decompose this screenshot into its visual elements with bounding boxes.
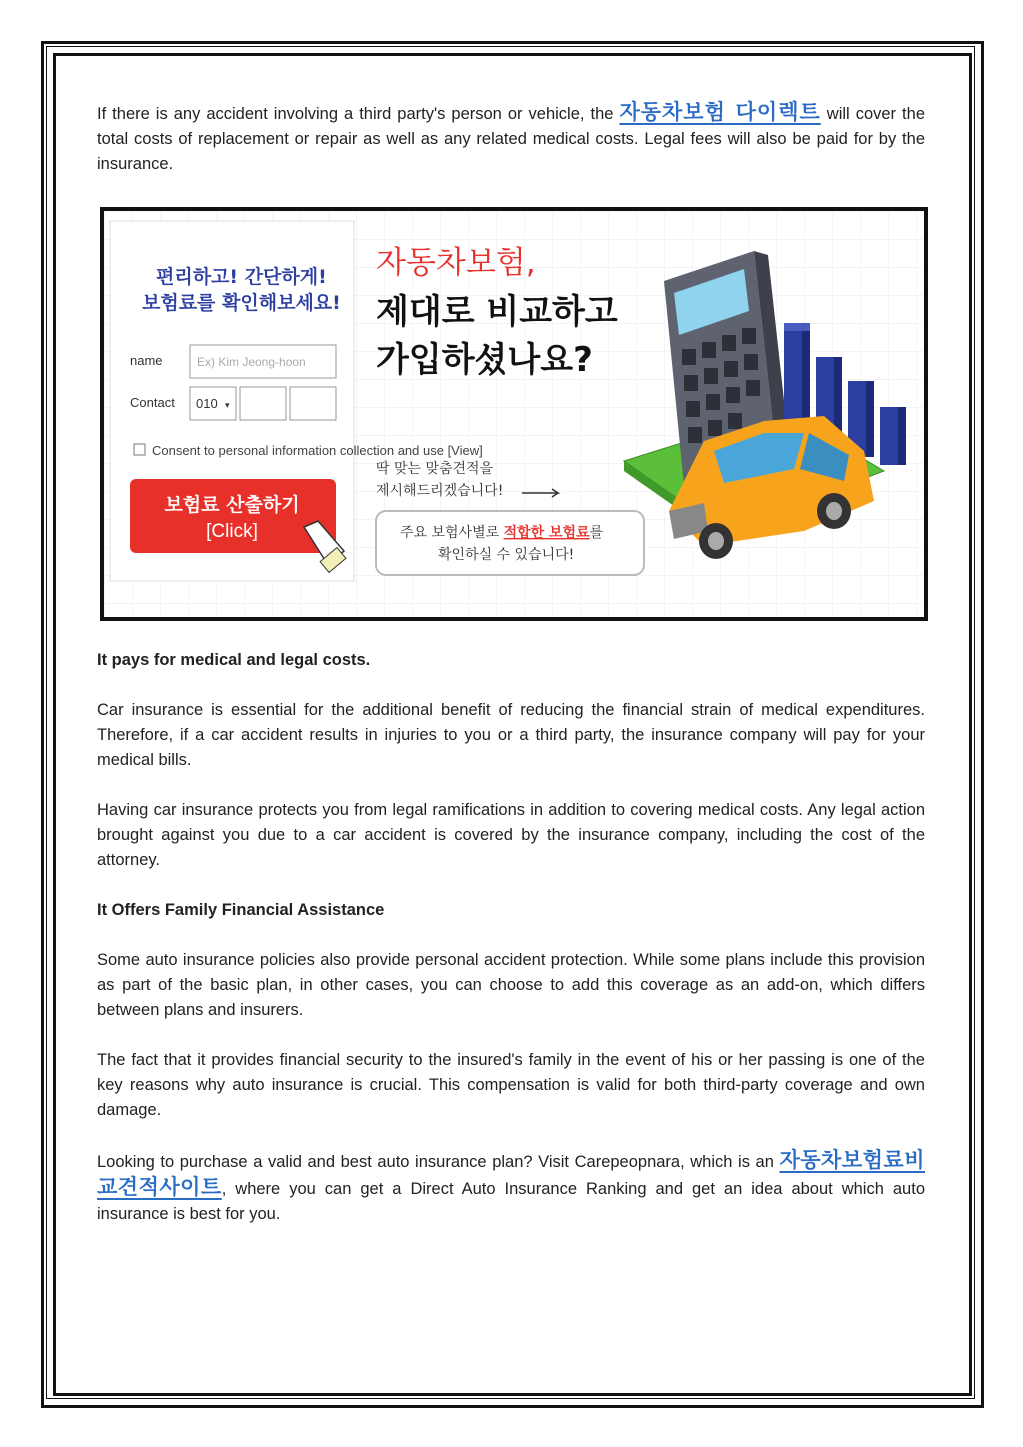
comparison-site-link[interactable]: 자동차보험료비교견적사이트 xyxy=(97,1148,925,1199)
custom-quote-note-line1: 딱 맞는 맞춤견적을 xyxy=(376,461,494,477)
paragraph: Having car insurance protects you from legal ramifications in addition to covering medical costs. Any legal action brought against you due to a car accident is covered by the insurance company, including the cost of the attorney. xyxy=(97,801,925,869)
headline-line3: 가입하셨나요? xyxy=(376,340,593,380)
phone-last-input[interactable] xyxy=(290,387,336,420)
info-bubble xyxy=(376,511,644,575)
section-heading: It Offers Family Financial Assistance xyxy=(97,901,385,919)
intro-paragraph: If there is any accident involving a third party's person or vehicle, the 자동차보험 다이렉트 will cover the total costs of replacement or repair as well as any related medical costs. Legal fees will also be paid for by the insurance. xyxy=(97,100,925,173)
name-label: name xyxy=(130,353,163,368)
paragraph: Some auto insurance policies also provide personal accident protection. While some plans include this provision as part of the basic plan, in other cases, you can choose to add this coverage as an add-on, which differs between plans and insurers. xyxy=(97,951,925,1019)
paragraph: The fact that it provides financial security to the insured's family in the event of his or her passing is one of the key reasons why auto insurance is crucial. This compensation is valid for both third-party coverage and own damage. xyxy=(97,1051,925,1119)
custom-quote-note-line2: 제시해드리겠습니다! xyxy=(376,483,504,499)
svg-text:주요 보험사별로 적합한 보험료를: 주요 보험사별로 적합한 보험료를 xyxy=(400,525,604,541)
svg-text:보험료 산출하기: 보험료 산출하기 xyxy=(164,494,300,516)
svg-text:[Click]: [Click] xyxy=(206,521,258,542)
svg-text:확인하실 수 있습니다!: 확인하실 수 있습니다! xyxy=(438,547,575,563)
headline-line1: 자동차보험, xyxy=(376,245,536,281)
document-body xyxy=(97,100,925,177)
headline-line2: 제대로 비교하고 xyxy=(376,292,618,332)
form-title-line2: 보험료를 확인해보세요! xyxy=(142,292,341,314)
section-heading: It pays for medical and legal costs. xyxy=(97,651,371,669)
contact-label: Contact xyxy=(130,395,175,410)
paragraph: Car insurance is essential for the additional benefit of reducing the financial strain of medical expenditures. Therefore, if a car accident results in injuries to you or a third party, the insurance company will pay for your medical bills. xyxy=(97,701,925,769)
closing-paragraph: Looking to purchase a valid and best auto insurance plan? Visit Carepeopnara, which is an 자동차보험료비교견적사이트, where you can get a Direct Auto Insurance Ranking and get an idea about which auto insurance is best for you. xyxy=(97,1148,925,1223)
consent-text: Consent to personal information collection and use [View] xyxy=(152,443,483,458)
form-title-line1: 편리하고! 간단하게! xyxy=(156,266,327,288)
phone-middle-input[interactable] xyxy=(240,387,286,420)
svg-text:010: 010 xyxy=(196,396,218,411)
svg-text:Ex) Kim Jeong-hoon: Ex) Kim Jeong-hoon xyxy=(197,355,306,369)
direct-insurance-link[interactable]: 자동차보험 다이렉트 xyxy=(619,100,821,124)
chevron-down-icon: ▾ xyxy=(225,400,230,410)
document-body-continued xyxy=(97,648,925,1252)
insurance-banner-image xyxy=(100,207,928,621)
consent-checkbox[interactable] xyxy=(134,444,145,455)
